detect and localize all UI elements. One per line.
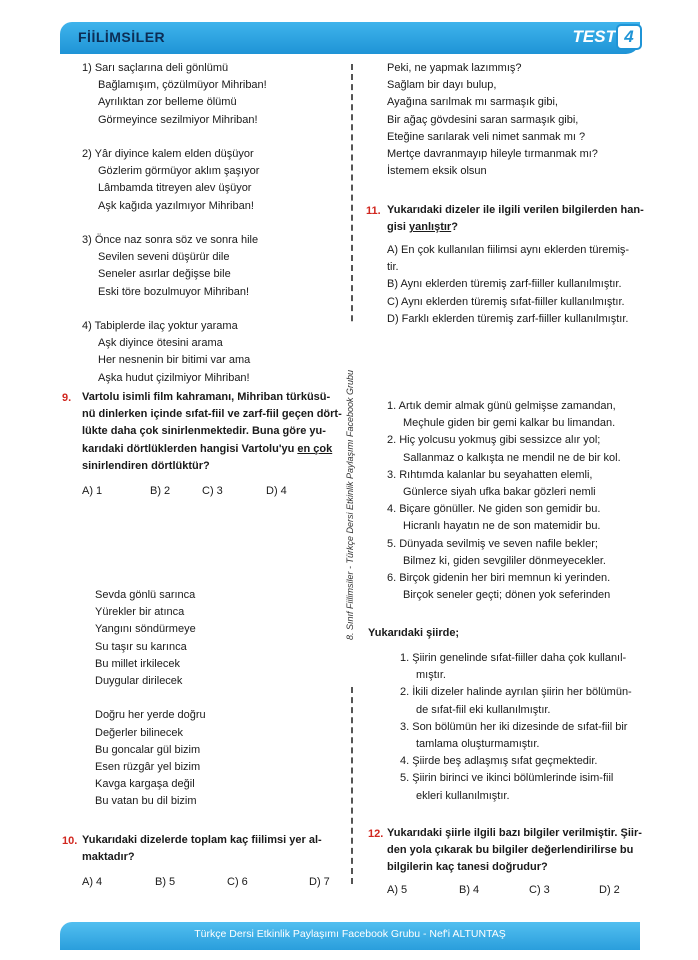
question-12-text bbox=[387, 825, 642, 877]
poem-line: Sevda gönlü sarınca bbox=[95, 589, 196, 601]
question-11-options bbox=[387, 242, 629, 328]
question-9-line: Vartolu isimli film kahramanı, Mihriban türküsü- bbox=[82, 391, 331, 403]
poem-line: Ayrılıktan zor belleme ölümü bbox=[98, 96, 237, 109]
option-a[interactable]: A) 1 bbox=[82, 485, 103, 497]
poem-line: Sallanmaz o kalkışta ne mendil ne de bir kol. bbox=[403, 451, 621, 464]
test-number-badge: 4 bbox=[616, 24, 642, 50]
mihriban-poem bbox=[82, 60, 267, 387]
option-a[interactable]: A) En çok kullanılan fiilimsi aynı eklerden türemiş- bbox=[387, 244, 630, 256]
poem-line: Ayağına sarılmak mı sarmaşık gibi, bbox=[387, 96, 558, 109]
question-12-intro: Yukarıdaki şiirde; bbox=[368, 627, 460, 639]
question-11-suffix: ? bbox=[451, 221, 458, 234]
question-12-options bbox=[387, 884, 620, 896]
side-caption: 8. Sınıf Fiilimsiler - Türkçe Dersi Etkinlik Paylaşımı Facebook Grubu bbox=[343, 325, 357, 685]
poem-line: Aşk diyince ötesini arama bbox=[98, 337, 223, 350]
option-b[interactable]: B) 4 bbox=[459, 884, 480, 896]
statement-line: 4. Şiirde beş adlaşmış sıfat geçmektedir. bbox=[400, 755, 598, 768]
poem-line bbox=[82, 129, 267, 146]
question-11-line: Yukarıdaki dizeler ile ilgili verilen bilgilerden han- bbox=[387, 204, 644, 216]
question-9-text bbox=[82, 389, 342, 475]
option-d[interactable]: D) Farklı eklerden türemiş zarf-fiiller kullanılmıştır. bbox=[387, 312, 629, 325]
option-c[interactable]: C) 6 bbox=[227, 876, 248, 888]
poem-line: 4) Tabiplerde ilaç yoktur yarama bbox=[82, 320, 238, 333]
question-12-items bbox=[400, 650, 632, 805]
test-label: TEST bbox=[572, 27, 616, 46]
sarmasik-poem bbox=[387, 60, 598, 180]
poem-line bbox=[95, 690, 206, 707]
poem-line: Sağlam bir dayı bulup, bbox=[387, 79, 497, 92]
poem-line: 3) Önce naz sonra söz ve sonra hile bbox=[82, 234, 259, 247]
poem-line: Eski töre bozulmuyor Mihriban! bbox=[98, 285, 250, 298]
poem-line: Bilmez ki, giden sevgililer dönmeyecekler. bbox=[403, 554, 606, 567]
poem-line: Bu goncalar gül bizim bbox=[95, 743, 201, 756]
question-10-line: maktadır? bbox=[82, 851, 135, 864]
poem-line: 5. Dünyada sevilmiş ve seven nafile bekler; bbox=[387, 537, 598, 550]
poem-line: Aşk kağıda yazılmıyor Mihriban! bbox=[98, 199, 254, 212]
statement-line: mıştır. bbox=[416, 669, 446, 682]
question-10-text bbox=[82, 832, 322, 866]
poem-line: Kavga kargaşa değil bbox=[95, 778, 195, 791]
poem-line: Sevilen seveni düşürür dile bbox=[98, 251, 230, 264]
page-title: FİİLİMSİLER bbox=[78, 29, 166, 45]
option-b[interactable]: B) 5 bbox=[155, 876, 176, 888]
option-a[interactable]: A) 4 bbox=[82, 876, 103, 888]
poem-line: Mertçe davranmayıp hileyle tırmanmak mı? bbox=[387, 148, 598, 161]
question-9-line: sinirlendiren dörtlüktür? bbox=[82, 459, 210, 472]
statement-line: 3. Son bölümün her iki dizesinde de sıfat-fiil bir bbox=[400, 720, 628, 733]
poem-line: Hicranlı hayatın ne de son matemidir bu. bbox=[403, 520, 601, 533]
vatan-poem bbox=[95, 587, 206, 811]
question-9-line: nü dinlerken içinde sıfat-fiil ve zarf-fiil geçen dört- bbox=[82, 408, 342, 421]
question-10-line: Yukarıdaki dizelerde toplam kaç fiilimsi yer al- bbox=[82, 834, 322, 846]
option-c[interactable]: C) Aynı eklerden türemiş sıfat-fiiller kullanılmıştır. bbox=[387, 295, 625, 308]
poem-line: İstemem eksik olsun bbox=[387, 165, 487, 178]
statement-line: ekleri kullanılmıştır. bbox=[416, 789, 510, 802]
poem-line: 1. Artık demir almak günü gelmişse zamandan, bbox=[387, 400, 616, 412]
poem-line: Lâmbamda titreyen alev üşüyor bbox=[98, 182, 252, 195]
option-c[interactable]: C) 3 bbox=[202, 485, 223, 497]
question-12-number: 12. bbox=[368, 828, 384, 840]
poem-line bbox=[82, 215, 267, 232]
poem-line: Su taşır su karınca bbox=[95, 640, 187, 653]
question-9-emphasis: en çok bbox=[297, 442, 333, 455]
question-12-line: bilgilerin kaç tanesi doğrudur? bbox=[387, 861, 548, 874]
option-a-continued[interactable]: tir. bbox=[387, 261, 399, 274]
question-11-emphasis: yanlıştır bbox=[409, 221, 452, 234]
poem-line: Değerler bilinecek bbox=[95, 726, 184, 739]
option-c[interactable]: C) 3 bbox=[529, 884, 550, 896]
statement-line: 2. İkili dizeler halinde ayrılan şiirin her bölümün- bbox=[400, 686, 632, 699]
statement-line: tamlama oluşturmamıştır. bbox=[416, 738, 540, 751]
poem-line: Bu vatan bu dil bizim bbox=[95, 795, 197, 808]
statement-line: 5. Şiirin birinci ve ikinci bölümlerinde isim-fiil bbox=[400, 772, 614, 785]
question-12-line: den yola çıkarak bu bilgiler değerlendirilirse bu bbox=[387, 844, 634, 857]
statement-line: de sıfat-fiil eki kullanılmıştır. bbox=[416, 703, 551, 716]
poem-line: Bağlamışım, çözülmüyor Mihriban! bbox=[98, 79, 267, 92]
poem-line: Aşka hudut çizilmiyor Mihriban! bbox=[98, 371, 250, 384]
poem-line: Görmeyince sezilmiyor Mihriban! bbox=[98, 113, 258, 126]
poem-line: Yangını söndürmeye bbox=[95, 623, 196, 636]
poem-line bbox=[82, 301, 267, 318]
question-10-options bbox=[82, 876, 330, 888]
option-d[interactable]: D) 7 bbox=[309, 876, 330, 888]
poem-line: Yürekler bir atınca bbox=[95, 606, 185, 619]
option-a[interactable]: A) 5 bbox=[387, 884, 408, 896]
gemi-poem bbox=[387, 398, 621, 604]
poem-line: Meçhule giden bir gemi kalkar bu limandan. bbox=[403, 417, 616, 430]
question-9-line bbox=[82, 441, 342, 458]
poem-line: Eteğine sarılarak veli nimet sanmak mı ? bbox=[387, 130, 586, 143]
poem-line: Seneler asırlar değişse bile bbox=[98, 268, 231, 281]
poem-line: Esen rüzgâr yel bizim bbox=[95, 761, 201, 774]
poem-line: Her nesnenin bir bitimi var ama bbox=[98, 354, 251, 367]
statement-line: 1. Şiirin genelinde sıfat-fiiller daha çok kullanıl- bbox=[400, 652, 627, 664]
option-d[interactable]: D) 4 bbox=[266, 485, 287, 497]
poem-line: Duygular dirilecek bbox=[95, 675, 183, 688]
question-11-line bbox=[387, 219, 644, 236]
poem-line: Birçok seneler geçti; dönen yok seferinden bbox=[403, 589, 611, 602]
question-9-number: 9. bbox=[62, 392, 72, 404]
poem-line: Peki, ne yapmak lazımmış? bbox=[387, 62, 522, 74]
poem-line: 4. Biçare gönüller. Ne giden son gemidir bu. bbox=[387, 503, 601, 516]
poem-line: Gözlerim görmüyor aklım şaşıyor bbox=[98, 165, 260, 178]
question-9-line-text: karıdaki dörtlüklerden hangisi Vartolu'yu bbox=[82, 442, 295, 455]
question-11-number: 11. bbox=[366, 205, 381, 217]
poem-line: Doğru her yerde doğru bbox=[95, 709, 206, 722]
poem-line: Bu millet irkilecek bbox=[95, 657, 180, 670]
poem-line: 2) Yâr diyince kalem elden düşüyor bbox=[82, 148, 254, 161]
poem-line: Bir ağaç gövdesini saran sarmaşık gibi, bbox=[387, 113, 579, 126]
question-11-text bbox=[387, 202, 644, 236]
footer-credit: Türkçe Dersi Etkinlik Paylaşımı Facebook Grubu - Nef'i ALTUNTAŞ bbox=[194, 928, 506, 940]
poem-line: Günlerce siyah ufka bakar gözleri nemli bbox=[403, 486, 596, 499]
poem-line: 1) Sarı saçlarına deli gönlümü bbox=[82, 62, 229, 74]
poem-line: 2. Hiç yolcusu yokmuş gibi sessizce alır yol; bbox=[387, 434, 601, 447]
question-12-line: Yukarıdaki şiirle ilgili bazı bilgiler verilmiştir. Şiir- bbox=[387, 827, 642, 839]
poem-line: 6. Birçok gidenin her biri memnun ki yerinden. bbox=[387, 572, 611, 585]
question-9-line: lükte daha çok sinirlenmektedir. Buna göre yu- bbox=[82, 425, 326, 438]
question-9-options bbox=[82, 485, 287, 497]
question-10-number: 10. bbox=[62, 835, 78, 847]
option-b[interactable]: B) 2 bbox=[150, 485, 171, 497]
question-11-prefix: gisi bbox=[387, 221, 406, 234]
option-d[interactable]: D) 2 bbox=[599, 884, 620, 896]
option-b[interactable]: B) Aynı eklerden türemiş zarf-fiiller kullanılmıştır. bbox=[387, 278, 622, 291]
poem-line: 3. Rıhtımda kalanlar bu seyahatten elemli, bbox=[387, 468, 593, 481]
